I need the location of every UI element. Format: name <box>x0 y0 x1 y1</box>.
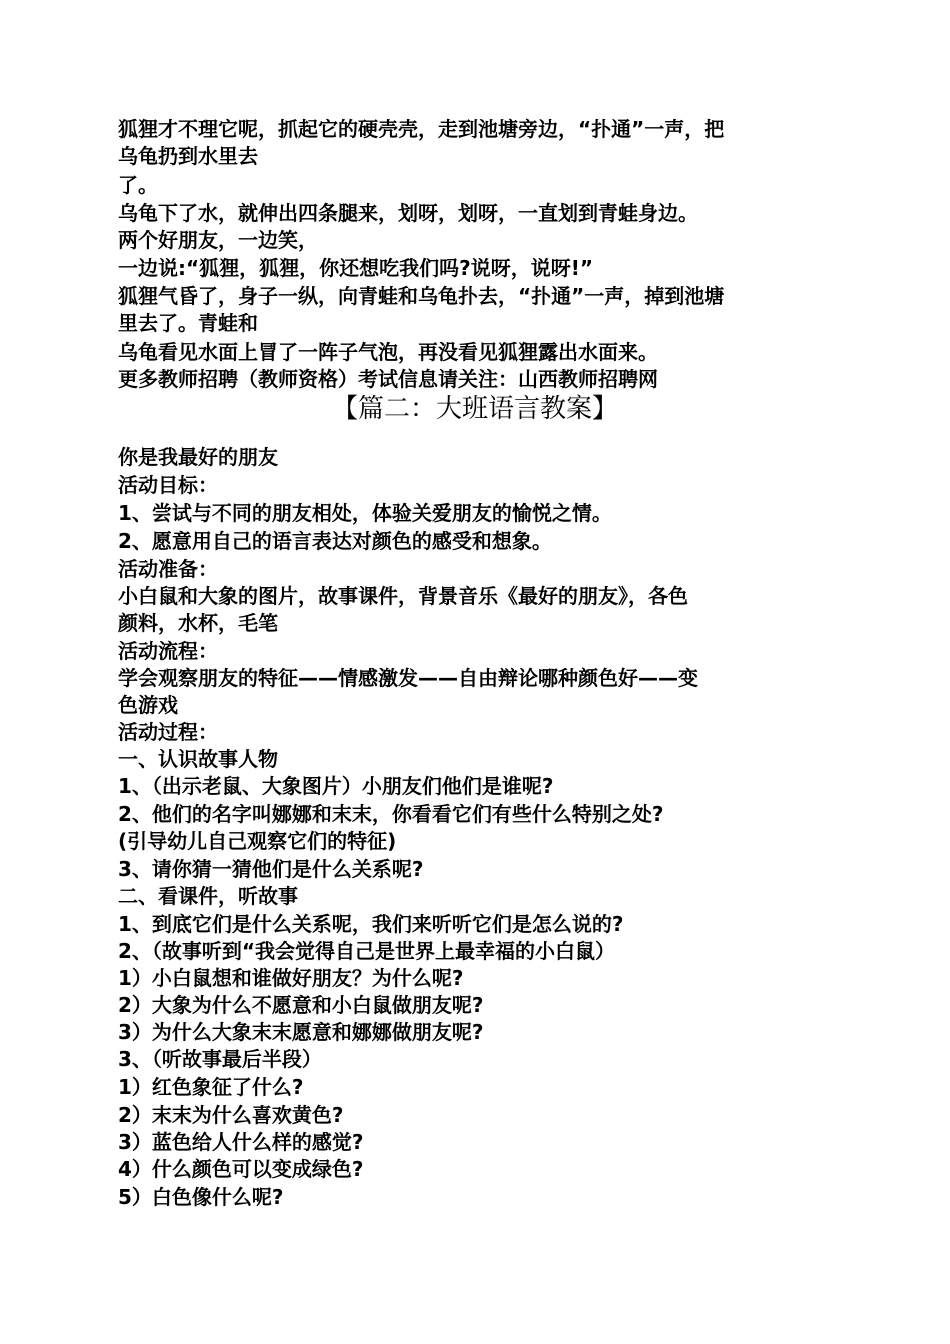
text-line: 2、他们的名字叫娜娜和末末，你看看它们有些什么特别之处? <box>118 802 664 826</box>
text-line: 里去了。青蛙和 <box>118 311 258 335</box>
text-line: 乌龟下了水，就伸出四条腿来，划呀，划呀，一直划到青蛙身边。 <box>118 201 698 225</box>
text-line: 活动准备： <box>118 557 218 581</box>
text-line: 2、（故事听到“我会觉得自己是世界上最幸福的小白鼠） <box>118 939 616 963</box>
text-line: 学会观察朋友的特征——情感激发——自由辩论哪种颜色好——变 <box>118 666 698 690</box>
text-line: 狐狸才不理它呢，抓起它的硬壳壳，走到池塘旁边，“扑通”一声，把 <box>118 117 725 141</box>
text-line: 2、愿意用自己的语言表达对颜色的感受和想象。 <box>118 529 552 553</box>
text-line: 狐狸气昏了，身子一纵，向青蛙和乌龟扑去，“扑通”一声，掉到池塘 <box>118 284 725 308</box>
lesson-title: 你是我最好的朋友 <box>118 445 278 469</box>
text-line: 5）白色像什么呢? <box>118 1185 284 1209</box>
recruitment-notice: 更多教师招聘（教师资格）考试信息请关注：山西教师招聘网 <box>118 367 658 391</box>
text-line: 2）大象为什么不愿意和小白鼠做朋友呢? <box>118 993 484 1017</box>
text-line: 1）小白鼠想和谁做好朋友？为什么呢? <box>118 966 464 990</box>
text-line: 3、请你猜一猜他们是什么关系呢? <box>118 857 424 881</box>
text-line: 小白鼠和大象的图片，故事课件，背景音乐《最好的朋友》，各色 <box>118 584 688 608</box>
text-line: 活动过程： <box>118 720 218 744</box>
text-line: 1、（出示老鼠、大象图片）小朋友们他们是谁呢? <box>118 774 554 798</box>
text-line: 4）什么颜色可以变成绿色? <box>118 1157 364 1181</box>
text-line: 活动流程： <box>118 639 218 663</box>
text-line: 二、看课件，听故事 <box>118 884 298 908</box>
text-line: 颜料，水杯，毛笔 <box>118 611 278 635</box>
text-line: 2）末末为什么喜欢黄色? <box>118 1103 344 1127</box>
text-line: 活动目标： <box>118 473 218 497</box>
text-line: 3）蓝色给人什么样的感觉? <box>118 1130 364 1154</box>
text-line: 乌龟看见水面上冒了一阵子气泡，再没看见狐狸露出水面来。 <box>118 340 658 364</box>
text-line: 两个好朋友，一边笑， <box>118 228 318 252</box>
text-line: 1）红色象征了什么? <box>118 1075 304 1099</box>
text-line: 色游戏 <box>118 693 178 717</box>
text-line: 3）为什么大象末末愿意和娜娜做朋友呢? <box>118 1020 484 1044</box>
text-line: 1、到底它们是什么关系呢，我们来听听它们是怎么说的? <box>118 912 624 936</box>
text-line: 3、（听故事最后半段） <box>118 1047 322 1071</box>
section-heading: 【篇二：大班语言教案】 <box>331 394 618 424</box>
text-line: (引导幼儿自己观察它们的特征) <box>118 829 397 853</box>
text-line: 1、尝试与不同的朋友相处，体验关爱朋友的愉悦之情。 <box>118 501 612 525</box>
text-line: 乌龟扔到水里去 <box>118 144 258 168</box>
text-line: 一、认识故事人物 <box>118 747 278 771</box>
text-line: 一边说:“狐狸，狐狸，你还想吃我们吗?说呀，说呀!” <box>118 256 594 280</box>
text-line: 了。 <box>118 173 158 197</box>
